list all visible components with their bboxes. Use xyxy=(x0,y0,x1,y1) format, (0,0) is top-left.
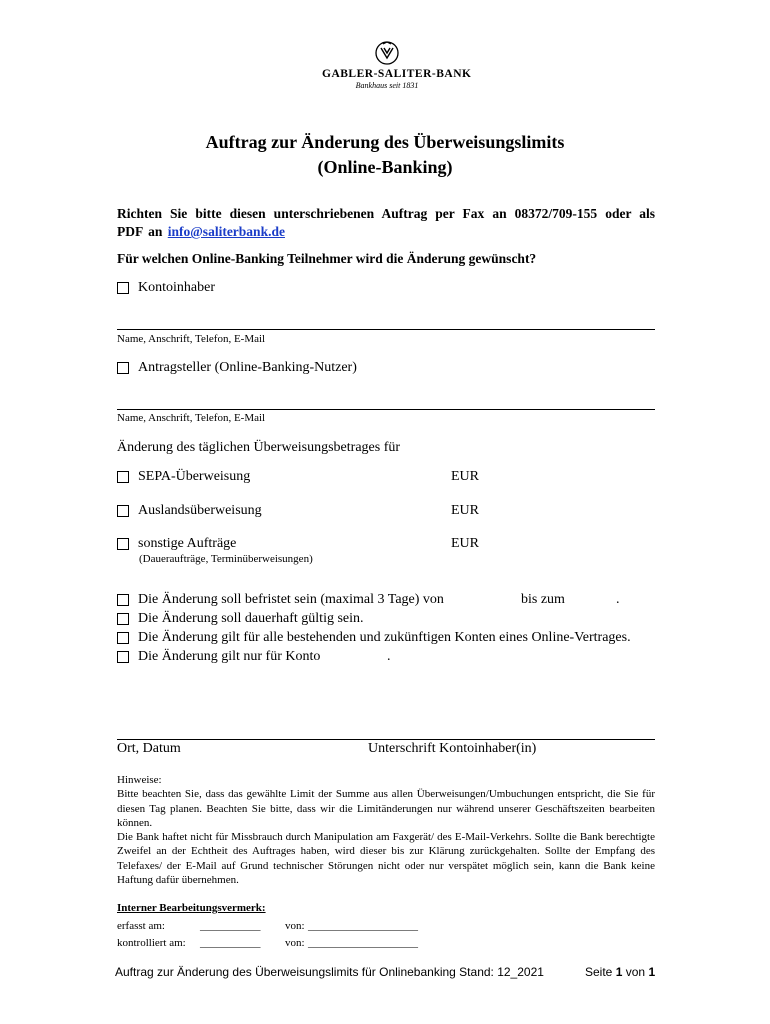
footer-page-number xyxy=(585,965,655,979)
notes-paragraph-2: Die Bank haftet nicht für Missbrauch durch Manipulation am Faxgerät/ des E-Mail-Verkehrs. Sollte die Bank berechtigte Zweifel an der Echtheit des Auftrages haben, wird dieser bis zur Klärung zurückgehalten. Sollte der Empfang des Telefaxes/ der E-Mail auf Grund technischer Störungen nicht oder nur verspätet möglich sein, kann die Bank keine Haftung dafür übernehmen. xyxy=(117,831,655,887)
limited-checkbox[interactable] xyxy=(117,594,129,606)
limited-option xyxy=(117,592,444,608)
page-mid: von xyxy=(625,965,646,979)
email-link[interactable]: info@saliterbank.de xyxy=(167,224,285,239)
bank-logo xyxy=(322,40,472,90)
page-prefix: Seite xyxy=(585,965,613,979)
sepa-label: SEPA-Überweisung xyxy=(138,469,251,484)
signature-label: Unterschrift Kontoinhaber(in) xyxy=(368,741,537,756)
checked-label: kontrolliert am: xyxy=(117,937,186,949)
applicant-checkbox[interactable] xyxy=(117,362,129,374)
notes-block xyxy=(117,773,655,887)
all-accounts-label: Die Änderung gilt für alle bestehenden und zukünftigen Konten eines Online-Vertrages. xyxy=(138,630,631,645)
applicant-label: Antragsteller (Online-Banking-Nutzer) xyxy=(138,360,357,375)
foreign-checkbox[interactable] xyxy=(117,505,129,517)
received-label: erfasst am: xyxy=(117,920,165,932)
participant-question: Für welchen Online-Banking Teilnehmer wird die Änderung gewünscht? xyxy=(117,251,537,266)
bank-name: GABLER-SALITER-BANK xyxy=(322,68,472,80)
foreign-currency: EUR xyxy=(451,503,479,518)
permanent-checkbox[interactable] xyxy=(117,613,129,625)
foreign-label: Auslandsüberweisung xyxy=(138,503,262,518)
one-account-label: Die Änderung gilt nur für Konto xyxy=(138,649,321,664)
footer-doc-title: Auftrag zur Änderung des Überweisungslimits für Onlinebanking Stand: 12_2021 xyxy=(115,965,544,979)
notes-paragraph-1: Bitte beachten Sie, dass das gewählte Limit der Summe aus allen Überweisungen/Umbuchungen entspricht, die Sie für diesen Tag planen. Beachten Sie bitte, dass wir die Limitänderungen nur während unserer Geschäftszeiten bearbeiten können. xyxy=(117,788,655,829)
internal-heading: Interner Bearbeitungsvermerk: xyxy=(117,902,266,914)
page-current: 1 xyxy=(615,965,623,979)
one-account-option xyxy=(117,649,320,665)
page-total: 1 xyxy=(648,965,656,979)
foreign-option xyxy=(117,503,262,519)
signature-line xyxy=(117,739,655,740)
applicant-caption: Name, Anschrift, Telefon, E-Mail xyxy=(117,412,266,424)
other-option xyxy=(117,536,236,552)
applicant-option xyxy=(117,360,357,376)
one-account-end: . xyxy=(387,649,391,664)
checked-date-blank: ___________ xyxy=(200,937,261,949)
bank-emblem-icon xyxy=(374,40,400,66)
holder-line xyxy=(117,329,655,330)
limited-end: . xyxy=(616,592,620,607)
checked-by-label: von: xyxy=(285,937,305,949)
checked-by-blank: ____________________ xyxy=(308,937,418,949)
holder-caption: Name, Anschrift, Telefon, E-Mail xyxy=(117,333,266,345)
sepa-option xyxy=(117,469,250,485)
received-date-blank: ___________ xyxy=(200,920,261,932)
permanent-label: Die Änderung soll dauerhaft gültig sein. xyxy=(138,611,364,626)
limited-until: bis zum xyxy=(521,592,565,607)
received-by-label: von: xyxy=(285,920,305,932)
amounts-heading: Änderung des täglichen Überweisungsbetrages für xyxy=(117,440,401,455)
one-account-checkbox[interactable] xyxy=(117,651,129,663)
sepa-checkbox[interactable] xyxy=(117,471,129,483)
other-label: sonstige Aufträge xyxy=(138,536,237,551)
sepa-currency: EUR xyxy=(451,469,479,484)
notes-heading: Hinweise: xyxy=(117,774,162,786)
other-currency: EUR xyxy=(451,536,479,551)
other-checkbox[interactable] xyxy=(117,538,129,550)
holder-label: Kontoinhaber xyxy=(138,280,215,295)
place-date-label: Ort, Datum xyxy=(117,741,181,756)
permanent-option xyxy=(117,611,364,627)
other-note: (Daueraufträge, Terminüberweisungen) xyxy=(139,553,313,565)
intro-body: Richten Sie bitte diesen unterschriebenen Auftrag per Fax an 08372/709-155 oder als PDF an xyxy=(117,206,655,239)
page-title xyxy=(0,130,770,180)
bank-subtitle: Bankhaus seit 1831 xyxy=(355,81,419,90)
intro-text xyxy=(117,205,655,241)
title-line-1: Auftrag zur Änderung des Überweisungslimits xyxy=(205,132,565,152)
all-accounts-checkbox[interactable] xyxy=(117,632,129,644)
title-line-2: (Online-Banking) xyxy=(317,157,453,177)
applicant-line xyxy=(117,409,655,410)
received-by-blank: ____________________ xyxy=(308,920,418,932)
holder-checkbox[interactable] xyxy=(117,282,129,294)
limited-label: Die Änderung soll befristet sein (maximal 3 Tage) von xyxy=(138,592,444,607)
holder-option xyxy=(117,280,215,296)
all-accounts-option xyxy=(117,630,631,646)
